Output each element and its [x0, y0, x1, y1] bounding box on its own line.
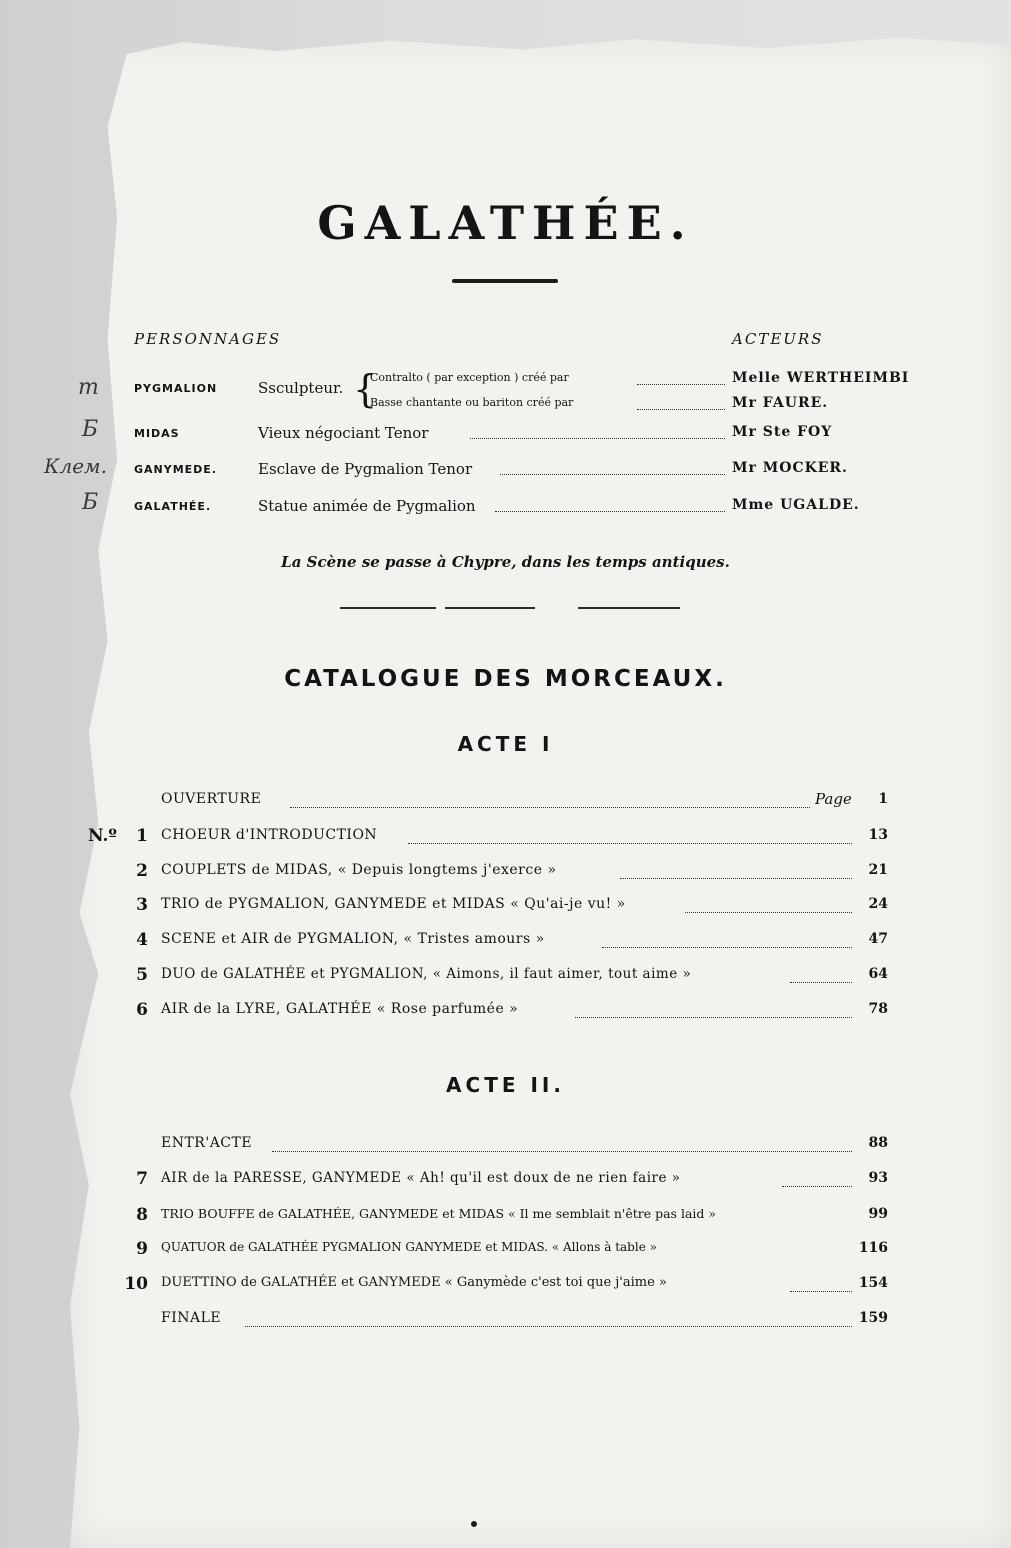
entry-number: 10 — [124, 1274, 148, 1294]
handwritten-annotation: m — [78, 375, 99, 400]
number-label: N.º — [88, 826, 117, 846]
actor-mocker: Mr MOCKER. — [732, 460, 848, 476]
page-label: Page — [815, 790, 852, 808]
dot-leader — [500, 474, 725, 475]
page-number: 47 — [868, 931, 888, 947]
dot-leader — [602, 947, 852, 948]
dot-leader — [272, 1151, 852, 1152]
dot-leader — [790, 1291, 852, 1292]
character-role-ganymede: Esclave de Pygmalion Tenor — [258, 460, 473, 478]
handwritten-annotation: Клем. — [44, 454, 107, 478]
catalogue-entry-text: DUETTINO de GALATHÉE et GANYMEDE « Ganymède c'est toi que j'aime » — [161, 1275, 667, 1290]
character-role-pygmalion: Ssculpteur. — [258, 379, 344, 397]
entry-number: 5 — [136, 965, 148, 985]
page-number: 88 — [868, 1135, 888, 1151]
character-role-midas: Vieux négociant Tenor — [258, 424, 429, 442]
page-number: 154 — [858, 1275, 888, 1291]
entry-number: 6 — [136, 1000, 148, 1020]
dot-leader — [782, 1186, 852, 1187]
catalogue-entry-text: ENTR'ACTE — [161, 1135, 253, 1151]
catalogue-title: CATALOGUE DES MORCEAUX. — [284, 666, 727, 692]
entry-number: 7 — [136, 1169, 148, 1189]
dot-leader — [575, 1017, 852, 1018]
dot-leader — [790, 982, 852, 983]
character-role-galathee: Statue animée de Pygmalion — [258, 497, 476, 515]
page-number: 24 — [868, 896, 888, 912]
entry-number: 2 — [136, 861, 148, 881]
character-name-midas: MIDAS — [134, 427, 180, 440]
title-rule — [452, 279, 558, 283]
catalogue-entry-text: QUATUOR de GALATHÉE PYGMALION GANYMEDE et MIDAS. « Allons à table » — [161, 1240, 657, 1254]
entry-number: 8 — [136, 1205, 148, 1225]
catalogue-entry-text: TRIO de PYGMALION, GANYMEDE et MIDAS « Qu'ai-je vu! » — [161, 896, 626, 912]
voice-type-basse: Basse chantante ou bariton créé par — [370, 396, 574, 409]
scene-note: La Scène se passe à Chypre, dans les temps antiques. — [281, 553, 730, 571]
voice-type-contralto: Contralto ( par exception ) créé par — [370, 371, 569, 384]
page-number: 21 — [868, 862, 888, 878]
actor-ugalde: Mme UGALDE. — [732, 497, 860, 513]
brace-symbol: { — [353, 367, 378, 411]
dot-leader — [470, 438, 725, 439]
handwritten-annotation: Б — [82, 490, 99, 515]
catalogue-entry-text: DUO de GALATHÉE et PYGMALION, « Aimons, il faut aimer, tout aime » — [161, 966, 692, 982]
page-number: 13 — [868, 827, 888, 843]
character-name-ganymede: GANYMEDE. — [134, 463, 217, 476]
act-heading-2: ACTE II. — [446, 1073, 565, 1097]
dot-leader — [408, 843, 852, 844]
entry-number: 9 — [136, 1239, 148, 1259]
dot-leader — [495, 511, 725, 512]
catalogue-entry-text: OUVERTURE — [161, 791, 262, 807]
section-rule — [445, 607, 535, 609]
handwritten-annotation: Б — [82, 417, 99, 442]
act-heading-1: ACTE I — [457, 732, 554, 756]
page-number: 64 — [868, 966, 888, 982]
catalogue-entry-text: AIR de la LYRE, GALATHÉE « Rose parfumée » — [161, 1001, 519, 1017]
section-rule — [340, 607, 436, 609]
page-number: 1 — [878, 791, 888, 807]
catalogue-entry-text: FINALE — [161, 1310, 222, 1326]
dot-leader — [620, 878, 852, 879]
entry-number: 1 — [136, 826, 148, 846]
dot-leader — [637, 384, 725, 385]
page-number: 78 — [868, 1001, 888, 1017]
page-number: 99 — [868, 1206, 888, 1222]
page-title: GALATHÉE. — [317, 196, 694, 250]
catalogue-entry-text: COUPLETS de MIDAS, « Depuis longtems j'exerce » — [161, 862, 557, 878]
ink-dot — [471, 1521, 477, 1527]
entry-number: 4 — [136, 930, 148, 950]
actor-wertheimber: Melle WERTHEIMBI — [732, 370, 910, 386]
character-name-galathee: GALATHÉE. — [134, 500, 212, 513]
dot-leader — [637, 409, 725, 410]
catalogue-entry-text: AIR de la PARESSE, GANYMEDE « Ah! qu'il est doux de ne rien faire » — [161, 1170, 681, 1186]
dot-leader — [685, 912, 852, 913]
page-number: 93 — [868, 1170, 888, 1186]
character-name-pygmalion: PYGMALION — [134, 382, 218, 395]
entry-number: 3 — [136, 895, 148, 915]
catalogue-entry-text: TRIO BOUFFE de GALATHÉE, GANYMEDE et MIDAS « Il me semblait n'être pas laid » — [161, 1206, 717, 1221]
dot-leader — [245, 1326, 852, 1327]
page-number: 116 — [858, 1240, 888, 1256]
page-number: 159 — [858, 1310, 888, 1326]
actor-ste-foy: Mr Ste FOY — [732, 424, 833, 440]
dot-leader — [290, 807, 810, 808]
cast-header-acteurs: ACTEURS — [732, 330, 824, 348]
catalogue-entry-text: CHOEUR d'INTRODUCTION — [161, 827, 378, 843]
section-rule — [578, 607, 680, 609]
cast-header-personnages: PERSONNAGES — [134, 330, 282, 348]
actor-faure: Mr FAURE. — [732, 395, 829, 411]
catalogue-entry-text: SCENE et AIR de PYGMALION, « Tristes amours » — [161, 931, 545, 947]
